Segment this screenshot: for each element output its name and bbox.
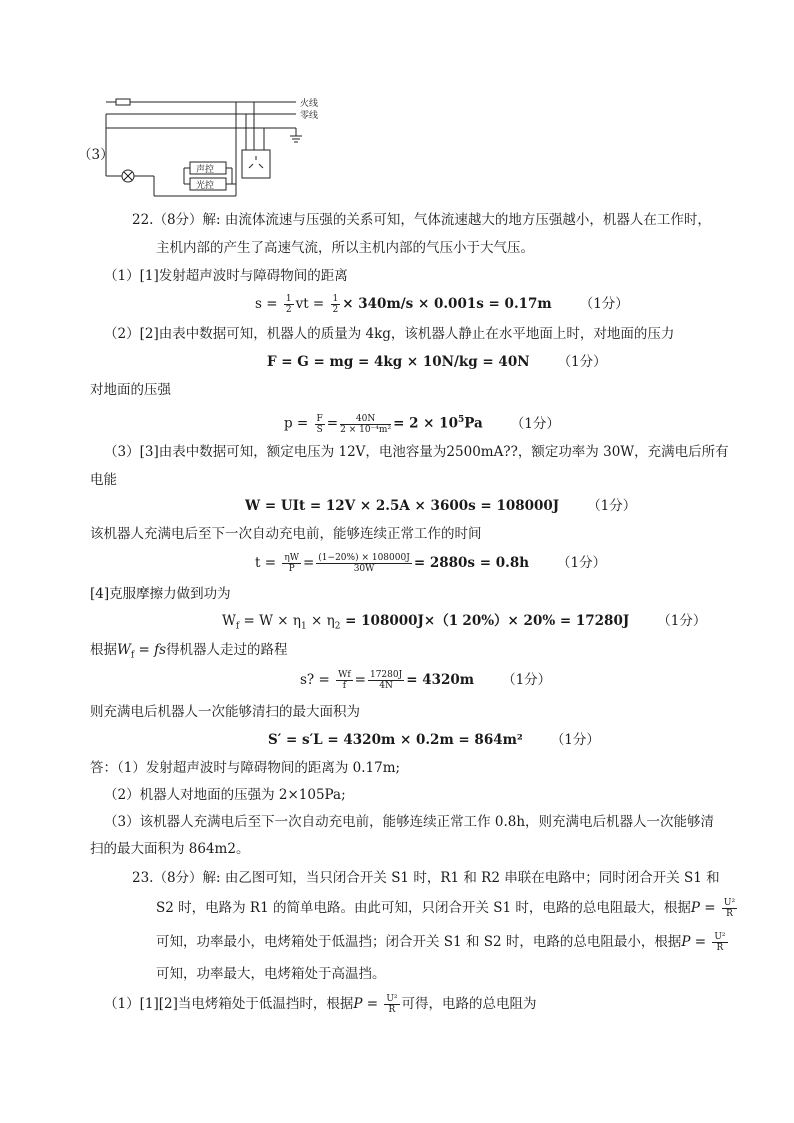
q22-part3-title: （3）[3]由表中数据可知，额定电压为 12V，电池容量为2500mA??，额定功率为 30W，充满电后所有 xyxy=(104,444,729,460)
q22-part5-equation: S′ = s′L = 4320m × 0.2m = 864m² （1分） xyxy=(268,732,600,748)
question-label: （3） xyxy=(78,147,114,163)
q22-part3-equation1: W = UIt = 12V × 2.5A × 3600s = 108000J （1分） xyxy=(245,498,637,514)
q22-answer-3: （3）该机器人充满电后至下一次自动充电前，能够连续正常工作 0.8h，则充满电后机器人一次能够清 xyxy=(104,814,715,830)
q23-line4: 可知，功率最大，电烤箱处于高温挡。 xyxy=(156,966,386,982)
light-switch-label: 光控 xyxy=(196,181,215,191)
q22-part2-title: （2）[2]由表中数据可知，机器人的质量为 4kg，该机器人静止在水平地面上时，对地面的压力 xyxy=(104,326,675,342)
q23-line5: （1）[1][2]当电烤箱处于低温挡时，根据P = $\frac{\text{U²}}{R}$ 可得，电路的总电阻为 xyxy=(104,994,537,1015)
q22-part4-subtitle: 根据$W_f$ = fs得机器人走过的路程 xyxy=(90,642,288,661)
q22-part2-equation1: F = G = mg = 4kg × 10N/kg = 40N （1分） xyxy=(267,354,607,370)
neutral-wire-label: 零线 xyxy=(300,111,319,121)
q22-answer-4: 扫的最大面积为 864m2。 xyxy=(90,841,250,857)
q22-part4-equation2: s? = $\frac{Wf}{f}$ = $\frac{17280J}{4N}$ = 4320m （1分） xyxy=(300,670,552,691)
q22-part2-equation2: p = $\frac{F}{S}$ = $\frac{40N}{\text{2 × 10⁻⁴m²}}$ = $2 \times 10^5Pa$ （1分） xyxy=(284,413,560,435)
q22-part1-equation: s = $\frac{1}{2}$ vt = $\frac{1}{2}$ × 340m/s × 0.001s = 0.17m （1分） xyxy=(255,294,629,315)
q23-line1: 23.（8分）解: 由乙图可知，当只闭合开关 S1 时，R1 和 R2 串联在电路中；同时闭合开关 S1 和 xyxy=(132,870,720,886)
q22-answer-2: （2）机器人对地面的压强为 2×105Pa; xyxy=(104,787,346,803)
q22-part1-title: （1）[1]发射超声波时与障碍物间的距离 xyxy=(104,268,348,284)
q22-part3-subtitle: 该机器人充满电后至下一次自动充电前，能够连续正常工作的时间 xyxy=(90,526,482,542)
q22-part5-subtitle: 则充满电后机器人一次能够清扫的最大面积为 xyxy=(90,704,360,720)
q23-line3: 可知，功率最小，电烤箱处于低温挡；闭合开关 S1 和 S2 时，电路的总电阻最小，根据P = $\frac{\text{U²}}{R}$ xyxy=(156,932,726,953)
q22-intro-line1: 22.（8分）解: 由流体流速与压强的关系可知，气体流速越大的地方压强越小，机器人在工作时， xyxy=(132,212,711,228)
socket xyxy=(242,150,270,178)
fuse xyxy=(116,99,130,105)
live-wire-label: 火线 xyxy=(300,99,319,109)
q23-line2: S2 时，电路为 R1 的简单电路。由此可知，只闭合开关 S1 时，电路的总电阻最大，根据P = $\frac{\text{U²}}{R}$ xyxy=(156,898,736,919)
circuit-diagram xyxy=(78,92,338,202)
q22-part3-equation2: t = $\frac{\eta W}{P}$ = $\frac{(1-20\%) \times 108000J}{30W}$ = 2880s = 0.8h （1分） xyxy=(255,553,607,574)
q22-part4-title: [4]克服摩擦力做到功为 xyxy=(90,586,231,602)
q22-intro-line2: 主机内部的产生了高速气流，所以主机内部的气压小于大气压。 xyxy=(156,240,534,256)
q22-part2-subtitle: 对地面的压强 xyxy=(90,382,171,398)
q22-answer-1: 答：（1）发射超声波时与障碍物间的距离为 0.17m; xyxy=(90,760,401,776)
q22-part4-equation1: $W_f = W \times \eta_1 \times \eta_2 = 108000J\times(1$ 20%）× 20% = 17280J （1分） xyxy=(222,613,707,632)
q22-part3-title-cont: 电能 xyxy=(90,472,117,488)
sound-switch-label: 声控 xyxy=(196,165,215,175)
